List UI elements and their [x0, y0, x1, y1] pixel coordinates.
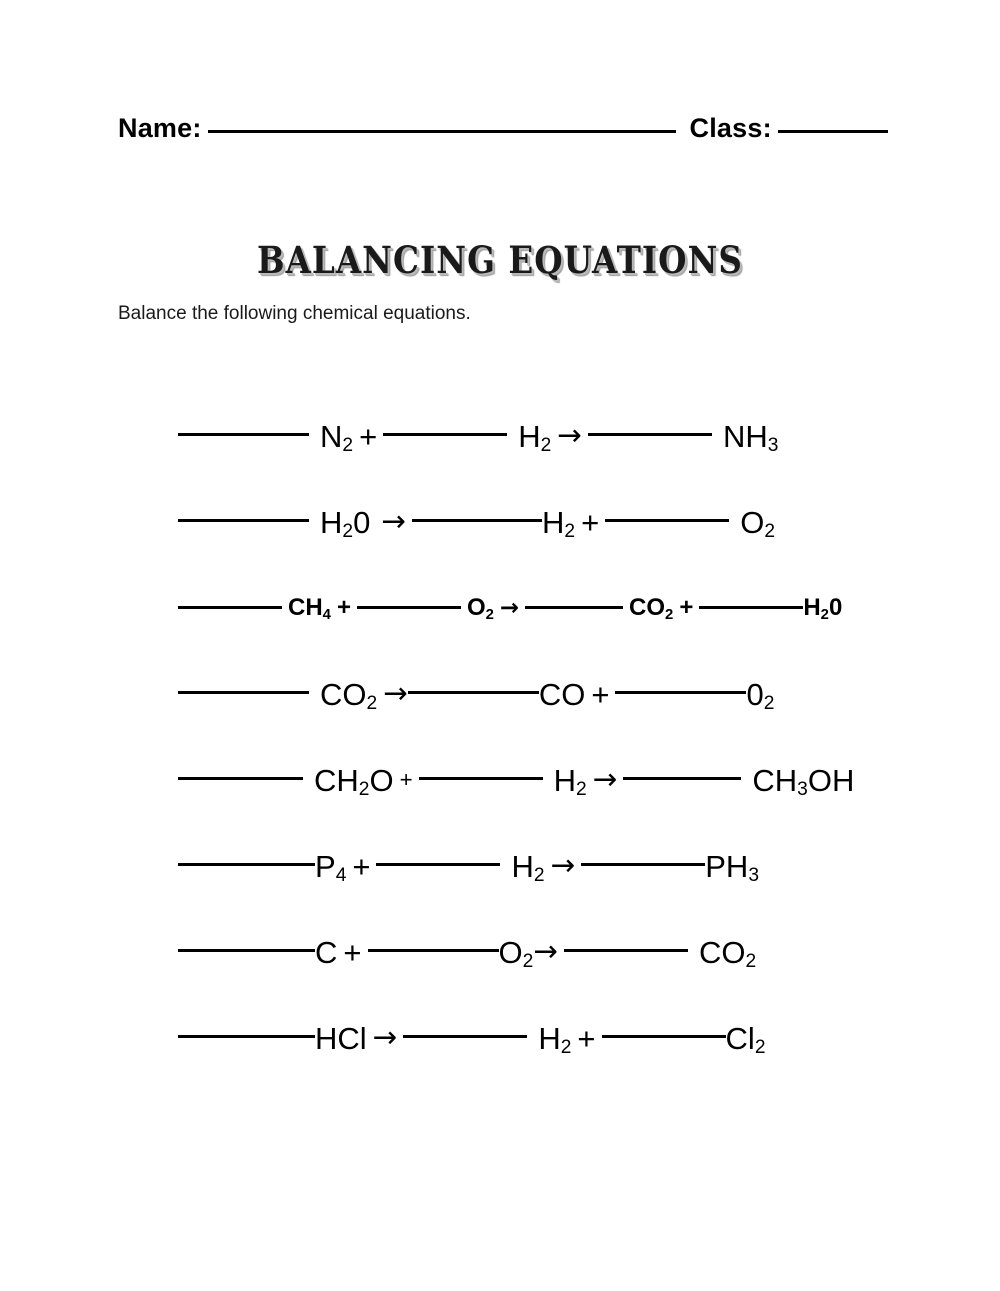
coefficient-blank-7-1[interactable]	[178, 949, 315, 952]
coefficient-blank-4-1[interactable]	[178, 691, 309, 694]
species-3-3: $CO_2$	[629, 594, 674, 623]
equation-row-3	[0, 565, 1000, 651]
equation-row-7	[0, 909, 1000, 995]
species-1-1: $N_2$	[320, 418, 354, 457]
operator-4-1: +	[591, 676, 610, 712]
operator-2-1: +	[581, 504, 600, 540]
coefficient-blank-3-1[interactable]	[178, 606, 282, 609]
operator-6-1: +	[352, 848, 371, 884]
operator-1-1: +	[359, 418, 378, 454]
species-8-1: HCl	[315, 1020, 367, 1056]
species-8-3: $Cl_2$	[725, 1020, 766, 1059]
coefficient-blank-5-2[interactable]	[419, 777, 543, 780]
coefficient-blank-8-1[interactable]	[178, 1035, 315, 1038]
name-label: Name:	[118, 113, 202, 143]
coefficient-blank-3-2[interactable]	[357, 606, 461, 609]
equation-row-2	[0, 479, 1000, 565]
species-3-2: $O_2$	[466, 594, 494, 623]
reaction-arrow-7: →	[533, 934, 558, 969]
species-2-3: $O_2$	[740, 504, 775, 543]
species-4-1: $CO_2$	[320, 676, 378, 715]
equation-row-6	[0, 823, 1000, 909]
reaction-arrow-2: →	[381, 504, 406, 539]
operator-7-1: +	[343, 934, 362, 970]
species-4-3: $0_2$	[746, 676, 775, 715]
coefficient-blank-4-3[interactable]	[615, 691, 746, 694]
name-input-line[interactable]	[208, 130, 676, 133]
species-7-1: C	[315, 934, 338, 970]
species-7-2: $O_2$	[498, 934, 534, 973]
reaction-arrow-1: →	[557, 418, 582, 453]
species-8-2: $H_2$	[538, 1020, 572, 1059]
species-5-3: $CH_3OH$	[752, 762, 855, 801]
reaction-arrow-8: →	[372, 1020, 398, 1055]
equation-row-5	[0, 737, 1000, 823]
coefficient-blank-8-2[interactable]	[403, 1035, 527, 1038]
operator-8-1: +	[577, 1020, 596, 1056]
species-1-3: $NH_3$	[722, 418, 779, 457]
species-6-3: $PH_3$	[705, 848, 759, 887]
species-5-2: $H_2$	[553, 762, 587, 801]
species-4-2: CO	[538, 676, 586, 712]
species-2-1: $H_20$	[320, 504, 371, 543]
equation-row-4	[0, 651, 1000, 737]
species-6-1: $P_4$	[315, 848, 347, 887]
operator-3-2: +	[679, 594, 694, 621]
coefficient-blank-6-3[interactable]	[581, 863, 705, 866]
species-1-2: $H_2$	[518, 418, 552, 457]
operator-5-1: +	[399, 766, 413, 792]
class-label: Class:	[689, 113, 772, 143]
coefficient-blank-1-1[interactable]	[178, 433, 309, 436]
page-title: BALANCING EQUATIONS	[257, 238, 743, 282]
coefficient-blank-3-3[interactable]	[525, 606, 623, 609]
species-3-4: $H_20$	[803, 594, 843, 623]
coefficient-blank-7-2[interactable]	[368, 949, 499, 952]
coefficient-blank-6-2[interactable]	[376, 863, 500, 866]
reaction-arrow-5: →	[592, 762, 618, 797]
coefficient-blank-1-3[interactable]	[588, 433, 712, 436]
species-2-2: $H_2$	[542, 504, 576, 543]
coefficient-blank-4-2[interactable]	[408, 691, 539, 694]
coefficient-blank-1-2[interactable]	[383, 433, 507, 436]
coefficient-blank-5-1[interactable]	[178, 777, 303, 780]
species-6-2: $H_2$	[511, 848, 545, 887]
species-5-1: $CH_2O$	[314, 762, 394, 801]
operator-3-1: +	[336, 594, 351, 621]
equation-row-1	[0, 393, 1000, 479]
coefficient-blank-7-3[interactable]	[564, 949, 688, 952]
coefficient-blank-2-1[interactable]	[178, 519, 309, 522]
equation-list	[0, 393, 1000, 1081]
reaction-arrow-4: →	[383, 676, 408, 711]
coefficient-blank-8-3[interactable]	[602, 1035, 726, 1038]
coefficient-blank-6-1[interactable]	[178, 863, 315, 866]
reaction-arrow-3: →	[499, 594, 520, 621]
coefficient-blank-2-2[interactable]	[412, 519, 542, 522]
species-7-3: $CO_2$	[698, 934, 757, 973]
reaction-arrow-6: →	[550, 848, 576, 883]
student-info-header	[118, 113, 888, 144]
equation-row-8	[0, 995, 1000, 1081]
coefficient-blank-3-4[interactable]	[699, 606, 803, 609]
instruction-text: Balance the following chemical equations.	[118, 303, 471, 324]
species-3-1: $CH_4$	[288, 594, 331, 623]
class-input-line[interactable]	[778, 130, 888, 133]
coefficient-blank-2-3[interactable]	[605, 519, 729, 522]
coefficient-blank-5-3[interactable]	[623, 777, 741, 780]
